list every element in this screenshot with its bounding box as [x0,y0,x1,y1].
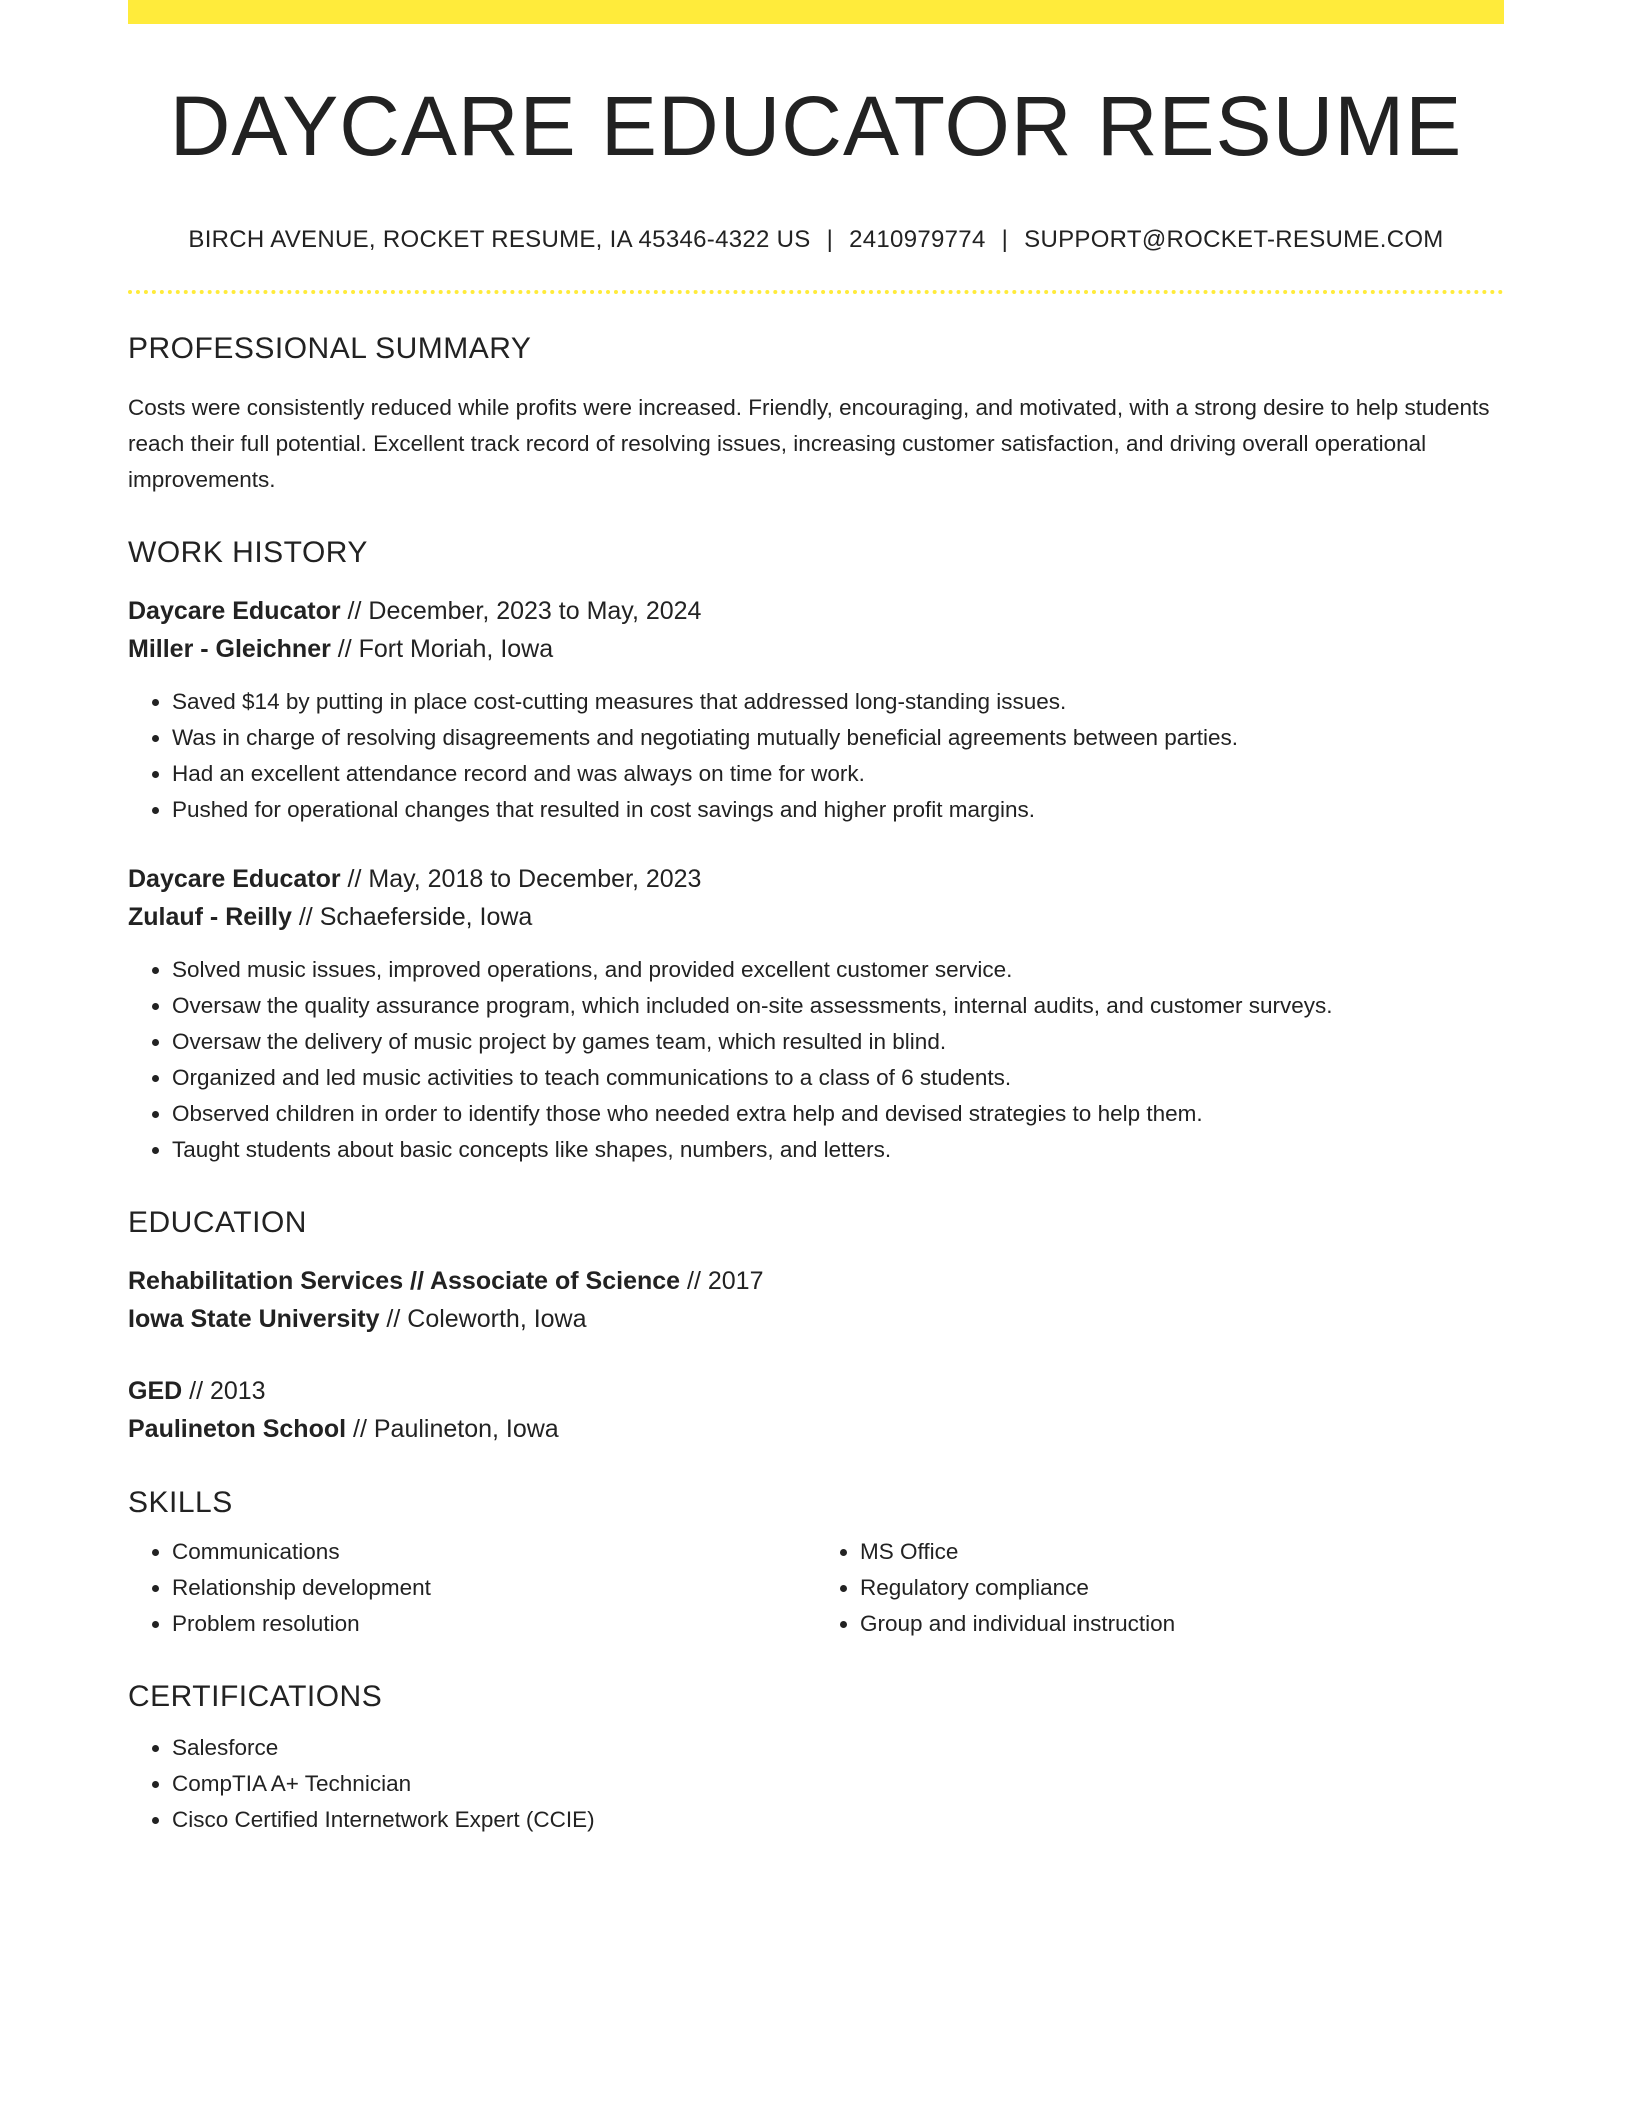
job-dates: // December, 2023 to May, 2024 [340,597,702,625]
job-title-line [128,592,1504,630]
job-entry [128,860,1504,1168]
education-school-line [128,1410,1504,1448]
education-entry [128,1372,1504,1448]
education-location: // Paulineton, Iowa [346,1415,559,1443]
list-item: • Group and individual instruction [860,1606,1504,1642]
contact-separator: | [826,226,834,253]
job-title: Daycare Educator [128,865,341,893]
education-year: // 2013 [182,1377,266,1405]
resume-title: DAYCARE EDUCATOR RESUME [169,79,1463,173]
skills-list-left [128,1534,816,1642]
section-heading-summary: PROFESSIONAL SUMMARY [128,332,532,365]
job-bullets [128,952,1504,1168]
list-item: • MS Office [860,1534,1504,1570]
job-dates: // May, 2018 to December, 2023 [340,865,702,893]
list-item: • Oversaw the delivery of music project by games team, which resulted in blind. [172,1024,1504,1060]
certifications-list [128,1730,1504,1838]
education-location: // Coleworth, Iowa [379,1305,587,1333]
education-entry [128,1262,1504,1338]
list-item: • Salesforce [172,1730,1504,1766]
job-company: Zulauf - Reilly [128,903,292,931]
education-degree: Rehabilitation Services // Associate of Science [128,1267,681,1295]
education-school: Paulineton School [128,1415,347,1443]
education-school: Iowa State University [128,1305,380,1333]
list-item: • Observed children in order to identify those who needed extra help and devised strategies to help them. [172,1096,1504,1132]
education-degree-line [128,1372,1504,1410]
job-company-line [128,898,1504,936]
list-item: • Saved $14 by putting in place cost-cutting measures that addressed long-standing issues. [172,684,1504,720]
job-title-line [128,860,1504,898]
job-company-line [128,630,1504,668]
list-item: • Was in charge of resolving disagreements and negotiating mutually beneficial agreements between parties. [172,720,1504,756]
contact-email[interactable]: SUPPORT@ROCKET-RESUME.COM [1024,226,1444,253]
section-heading-education: EDUCATION [128,1206,307,1239]
list-item: • Regulatory compliance [860,1570,1504,1606]
section-heading-certifications: CERTIFICATIONS [128,1680,383,1713]
list-item: • Had an excellent attendance record and was always on time for work. [172,756,1504,792]
education-school-line [128,1300,1504,1338]
job-bullets [128,684,1504,828]
job-company: Miller - Gleichner [128,635,331,663]
list-item: • Cisco Certified Internetwork Expert (CCIE) [172,1802,1504,1838]
list-item: • Taught students about basic concepts like shapes, numbers, and letters. [172,1132,1504,1168]
list-item: • CompTIA A+ Technician [172,1766,1504,1802]
contact-address: BIRCH AVENUE, ROCKET RESUME, IA 45346-4322 US [188,226,811,253]
list-item: • Oversaw the quality assurance program, which included on-site assessments, internal audits, and customer surveys. [172,988,1504,1024]
resume-page [128,0,1504,1838]
list-item: • Problem resolution [172,1606,816,1642]
job-entry [128,592,1504,828]
list-item: • Solved music issues, improved operations, and provided excellent customer service. [172,952,1504,988]
list-item: • Communications [172,1534,816,1570]
section-heading-skills: SKILLS [128,1486,233,1519]
list-item: • Organized and led music activities to teach communications to a class of 6 students. [172,1060,1504,1096]
summary-text: Costs were consistently reduced while profits were increased. Friendly, encouraging, and motivated, with a strong desire to help students reach their full potential. Excellent track record of resolving issues, increasing customer satisfaction, and driving overall operational improvements. [128,395,1490,492]
dotted-divider [128,290,1504,294]
list-item: • Pushed for operational changes that resulted in cost savings and higher profit margins. [172,792,1504,828]
skills-list-right [816,1534,1504,1642]
job-location: // Fort Moriah, Iowa [330,635,554,663]
skills-columns [128,1534,1504,1642]
contact-phone: 2410979774 [849,226,986,253]
section-heading-work-history: WORK HISTORY [128,536,368,569]
contact-line [128,226,1504,254]
job-title: Daycare Educator [128,597,341,625]
education-year: // 2017 [680,1267,764,1295]
job-location: // Schaeferside, Iowa [291,903,533,931]
contact-separator: | [1001,226,1009,253]
education-degree-line [128,1262,1504,1300]
education-degree: GED [128,1377,183,1405]
top-accent-bar [128,0,1504,24]
list-item: • Relationship development [172,1570,816,1606]
